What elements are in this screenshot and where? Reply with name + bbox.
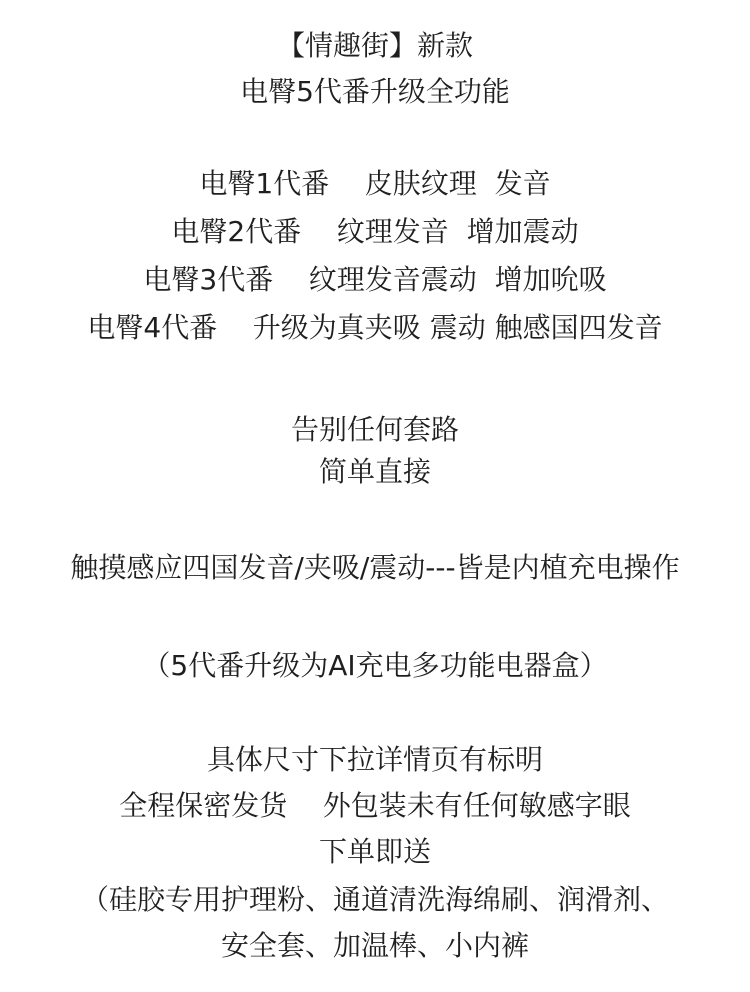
upgrade-note: （5代番升级为AI充电多功能电器盒） xyxy=(142,649,608,682)
details-line-2: 全程保密发货 外包装未有任何敏感字眼 xyxy=(119,789,631,822)
version-line-1: 电臀1代番 皮肤纹理 发音 xyxy=(199,167,551,200)
version-line-2: 电臀2代番 纹理发音 增加震动 xyxy=(171,215,579,248)
version-line-4: 电臀4代番 升级为真夹吸 震动 触感国四发音 xyxy=(87,311,663,344)
details-line-1: 具体尺寸下拉详情页有标明 xyxy=(206,743,543,776)
slogan-line-2: 简单直接 xyxy=(318,455,431,488)
features-line: 触摸感应四国发音/夹吸/震动---皆是内植充电操作 xyxy=(70,551,680,584)
details-line-3: 下单即送 xyxy=(318,835,431,868)
slogan-line-1: 告别任何套路 xyxy=(290,413,459,446)
version-line-3: 电臀3代番 纹理发音震动 增加吮吸 xyxy=(143,263,607,296)
title-line-2: 电臀5代番升级全功能 xyxy=(240,75,510,108)
title-line-1: 【情趣街】新款 xyxy=(276,29,473,62)
details-line-4: （硅胶专用护理粉、通道清洗海绵刷、润滑剂、 xyxy=(80,883,669,916)
details-line-5: 安全套、加温棒、小内裤 xyxy=(220,929,529,962)
